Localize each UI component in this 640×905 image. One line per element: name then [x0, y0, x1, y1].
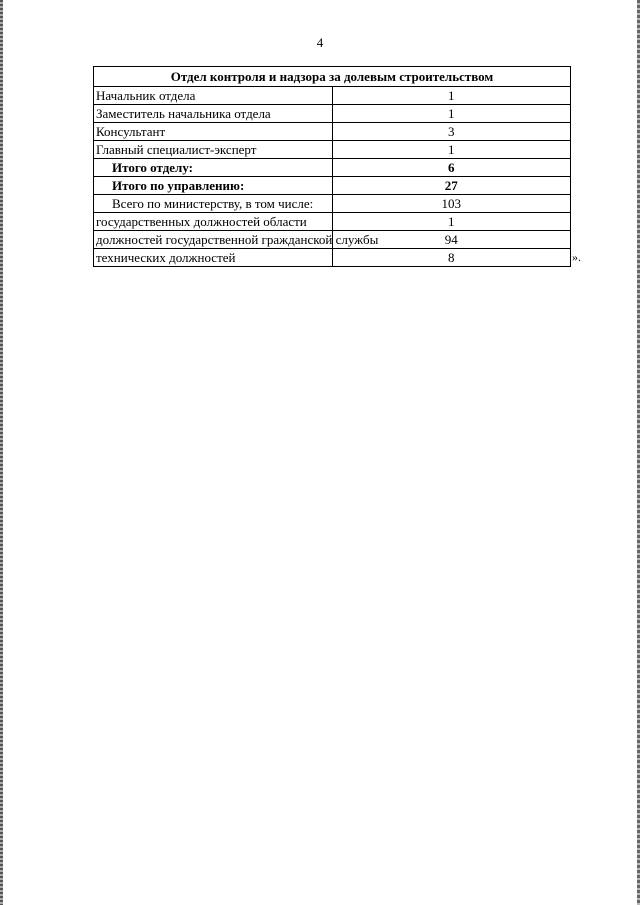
- position-name: технических должностей: [94, 249, 333, 267]
- position-count: 3: [332, 123, 571, 141]
- position-name: Начальник отдела: [94, 87, 333, 105]
- table-row: [94, 249, 571, 267]
- position-count: 1: [332, 213, 571, 231]
- position-name: государственных должностей области: [94, 213, 333, 231]
- position-count: 1: [332, 141, 571, 159]
- department-title: Отдел контроля и надзора за долевым строительством: [94, 67, 571, 87]
- position-count: 1: [332, 87, 571, 105]
- position-name: Заместитель начальника отдела: [94, 105, 333, 123]
- table-header-row: [94, 67, 571, 87]
- table-row: [94, 105, 571, 123]
- total-label: Итого отделу:: [94, 159, 333, 177]
- closing-quote-mark: ».: [572, 250, 581, 264]
- page-number: 4: [316, 35, 324, 50]
- position-count: 1: [332, 105, 571, 123]
- table-row: [94, 123, 571, 141]
- table-row: [94, 141, 571, 159]
- table-row: [94, 213, 571, 231]
- table-row: [94, 231, 571, 249]
- total-label: Итого по управлению:: [94, 177, 333, 195]
- ministry-total-row: [94, 195, 571, 213]
- total-count: 6: [332, 159, 571, 177]
- department-total-row: [94, 159, 571, 177]
- position-count: 94: [332, 231, 571, 249]
- position-name: Главный специалист-эксперт: [94, 141, 333, 159]
- total-count: 103: [332, 195, 571, 213]
- position-name: должностей государственной гражданской службы: [94, 231, 333, 249]
- scan-edge-left: [0, 0, 3, 905]
- staff-table: [93, 66, 571, 267]
- position-count: 8: [332, 249, 571, 267]
- position-name: Консультант: [94, 123, 333, 141]
- total-count: 27: [332, 177, 571, 195]
- table-row: [94, 87, 571, 105]
- total-label: Всего по министерству, в том числе:: [94, 195, 333, 213]
- directorate-total-row: [94, 177, 571, 195]
